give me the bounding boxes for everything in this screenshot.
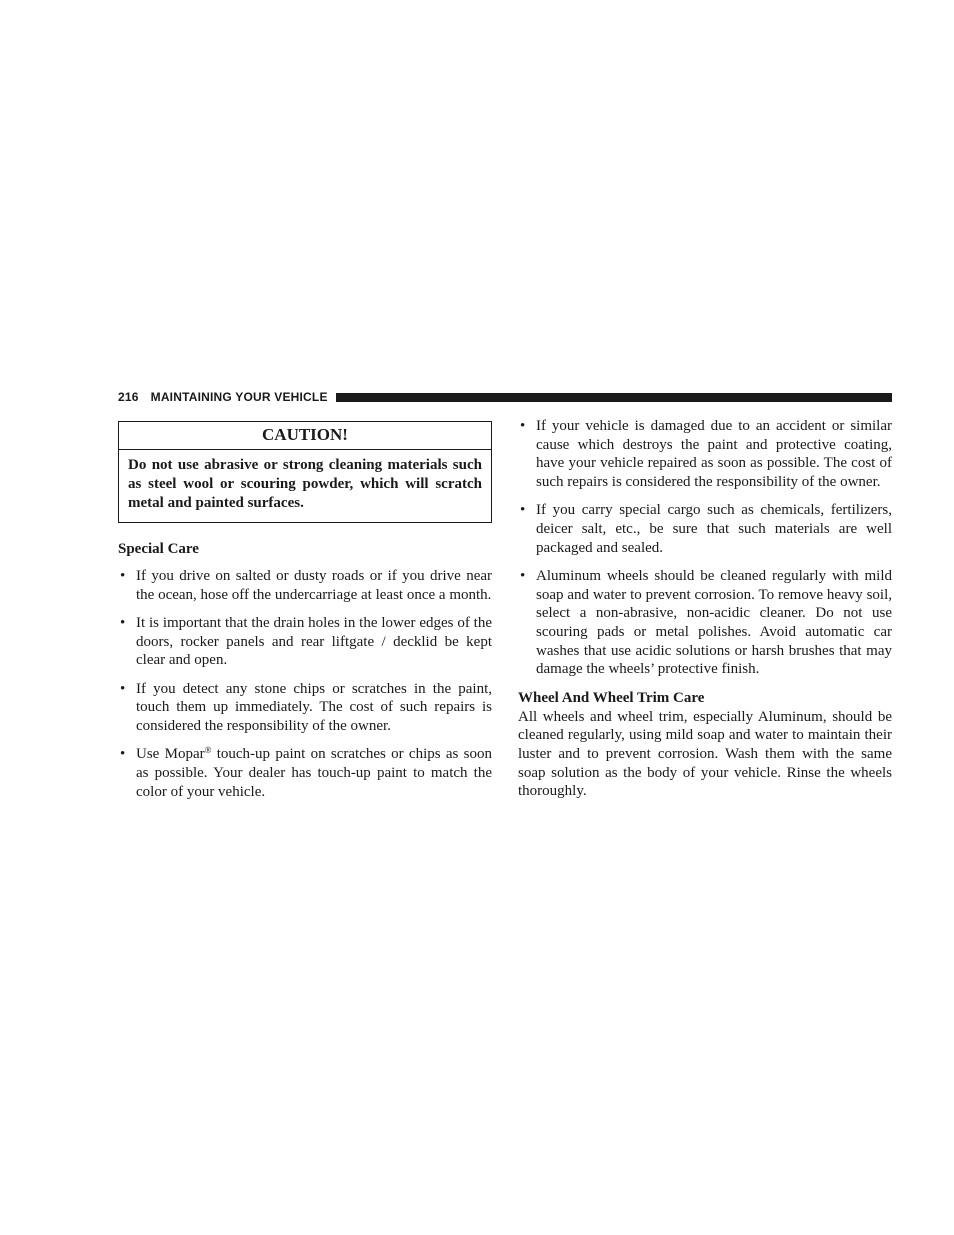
list-item (118, 567, 492, 604)
list-item (518, 567, 892, 679)
section-title: MAINTAINING YOUR VEHICLE (150, 390, 328, 404)
bullet-icon: • (120, 614, 126, 631)
page-header (118, 389, 892, 405)
wheel-care-heading: Wheel And Wheel Trim Care (518, 689, 705, 706)
list-item (118, 745, 492, 801)
caution-title: CAUTION! (119, 422, 491, 450)
caution-box (118, 421, 492, 523)
list-item-text: It is important that the drain holes in the lower edges of the doors, rocker panels and rear liftgate / decklid be kept clear and open. (136, 614, 492, 669)
list-item (118, 680, 492, 736)
list-item-text: If you carry special cargo such as chemicals, fertilizers, deicer salt, etc., be sure that such materials are well packaged and sealed. (536, 502, 892, 556)
special-care-heading: Special Care (118, 541, 199, 557)
bullet-icon: • (520, 502, 526, 519)
page-number: 216 (118, 390, 139, 404)
wheel-care-text: All wheels and wheel trim, especially Aluminum, should be cleaned regularly, using mild soap and water to maintain their luster and to prevent corrosion. Wash them with the same soap solution as the body of your vehicle. Rinse the wheels thoroughly. (518, 708, 892, 800)
list-item (118, 614, 492, 670)
header-rule (336, 393, 892, 402)
list-item (518, 417, 892, 492)
bullet-icon: • (120, 568, 126, 584)
bullet-icon: • (520, 418, 526, 434)
list-item-text: If you drive on salted or dusty roads or if you drive near the ocean, hose off the undercarriage at least once a month. (136, 568, 492, 603)
list-item-text: Aluminum wheels should be cleaned regularly with mild soap and water to prevent corrosion. To remove heavy soil, select a non-abrasive, non-acidic cleaner. Do not use scouring pads or metal polishes. Avoid automatic car washes that use acidic solutions or harsh brushes that may damage the wheels’ protective finish. (536, 567, 892, 678)
list-item-text-before: Use Mopar (136, 746, 205, 763)
bullet-icon: • (520, 567, 526, 584)
list-item-text: If you detect any stone chips or scratches in the paint, touch them up immediately. The cost of such repairs is considered the responsibility of the owner. (136, 680, 492, 734)
list-item-text: If your vehicle is damaged due to an accident or similar cause which destroys the paint and protective coating, have your vehicle repaired as soon as possible. The cost of such repairs is considered the responsibility of the owner. (536, 418, 892, 491)
left-column (118, 421, 492, 811)
bullet-icon: • (120, 746, 126, 763)
list-item-text-after: touch-up paint on scratches or chips as soon as possible. Your dealer has touch-up paint to match the color of your vehicle. (136, 746, 492, 800)
bullet-icon: • (120, 680, 126, 697)
list-item (518, 501, 892, 557)
right-column (518, 417, 892, 801)
special-care-list (118, 567, 492, 801)
registered-mark: ® (204, 745, 212, 756)
caution-text: Do not use abrasive or strong cleaning materials such as steel wool or scouring powder, which will scratch metal and painted surfaces. (128, 457, 482, 511)
special-care-list-continued (518, 417, 892, 679)
